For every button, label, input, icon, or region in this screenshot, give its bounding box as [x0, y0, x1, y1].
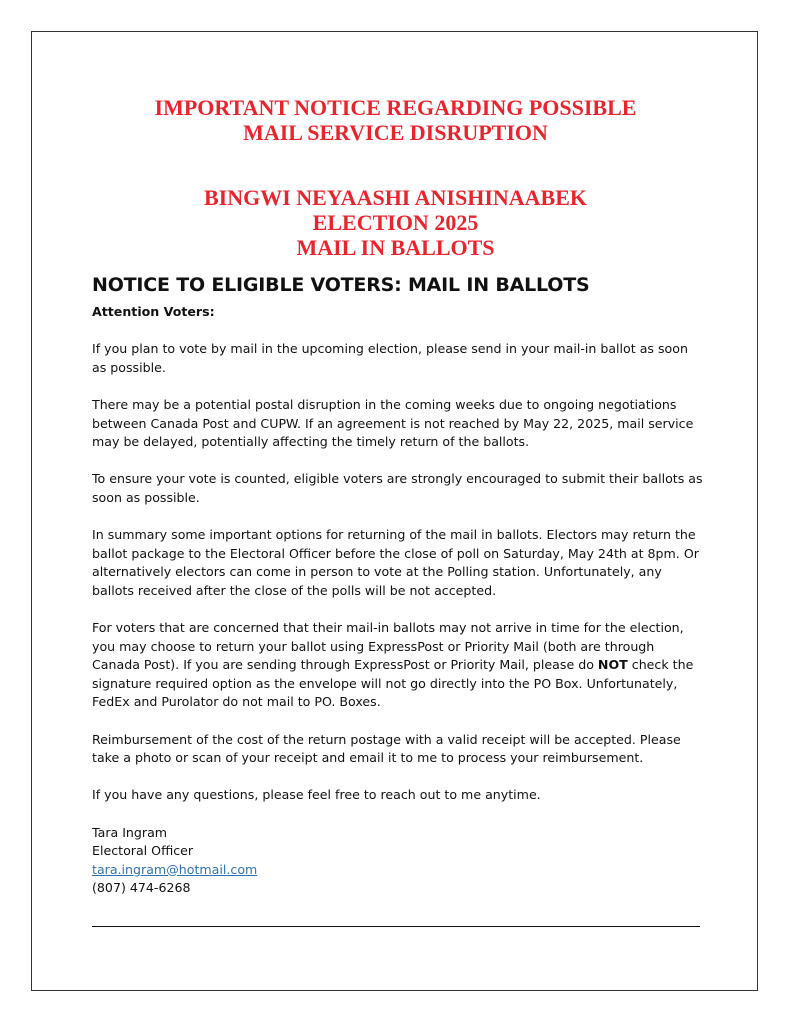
paragraph-ensure-vote: To ensure your vote is counted, eligible voters are strongly encouraged to submit their ballots as soon as possible. — [92, 471, 703, 505]
notice-title-line-1: IMPORTANT NOTICE REGARDING POSSIBLE — [154, 95, 637, 120]
paragraph-return-options: In summary some important options for returning of the mail in ballots. Electors may return the ballot package to the Electoral Officer before the close of poll on Saturday, May 24th at 8pm. Or alternatively electors can come in person to vote at the Polling station. Unfortunately, any ballots received after the close of the polls will be not accepted. — [92, 527, 699, 598]
notice-title-line-2: MAIL SERVICE DISRUPTION — [243, 120, 548, 145]
signature-name: Tara Ingram — [92, 824, 168, 840]
notice-subtitle-line-2: ELECTION 2025 — [312, 210, 479, 235]
attention-line: Attention Voters: — [92, 304, 215, 319]
email-link[interactable]: tara.ingram@hotmail.com — [92, 861, 258, 877]
bottom-rule — [92, 926, 700, 927]
signature-block — [92, 824, 704, 898]
paragraph-mail-vote: If you plan to vote by mail in the upcoming election, please send in your mail-in ballot as soon as possible. — [92, 341, 688, 375]
notice-title — [0, 95, 791, 145]
signature-phone: (807) 474-6268 — [92, 880, 191, 896]
not-emphasis: NOT — [597, 657, 628, 673]
paragraph-questions: If you have any questions, please feel free to reach out to me anytime. — [92, 787, 541, 803]
paragraph-reimbursement: Reimbursement of the cost of the return postage with a valid receipt will be accepted. Please take a photo or scan of your receipt and email it to me to process your reimbursement. — [92, 731, 681, 766]
notice-heading: NOTICE TO ELIGIBLE VOTERS: MAIL IN BALLOTS — [92, 274, 590, 296]
expresspost-text-after: check the signature required option as the envelope will not go directly into the PO Box. Unfortunately, FedEx and Purolator do not mail to PO. Boxes. — [92, 657, 694, 710]
notice-body — [92, 303, 704, 898]
notice-subtitle-line-3: MAIL IN BALLOTS — [296, 235, 495, 260]
paragraph-expresspost — [92, 619, 704, 712]
notice-subtitle-line-1: BINGWI NEYAASHI ANISHINAABEK — [203, 185, 588, 210]
expresspost-text-before: For voters that are concerned that their mail-in ballots may not arrive in time for the election, you may choose to return your ballot using ExpressPost or Priority Mail (both are through Canada Post). If you are sending through ExpressPost or Priority Mail, please do — [92, 620, 684, 673]
notice-subtitle — [0, 185, 791, 260]
signature-role: Electoral Officer — [92, 843, 194, 859]
paragraph-postal-disruption: There may be a potential postal disruption in the coming weeks due to ongoing negotiations between Canada Post and CUPW. If an agreement is not reached by May 22, 2025, mail service may be delayed, potentially affecting the timely return of the ballots. — [92, 396, 694, 450]
